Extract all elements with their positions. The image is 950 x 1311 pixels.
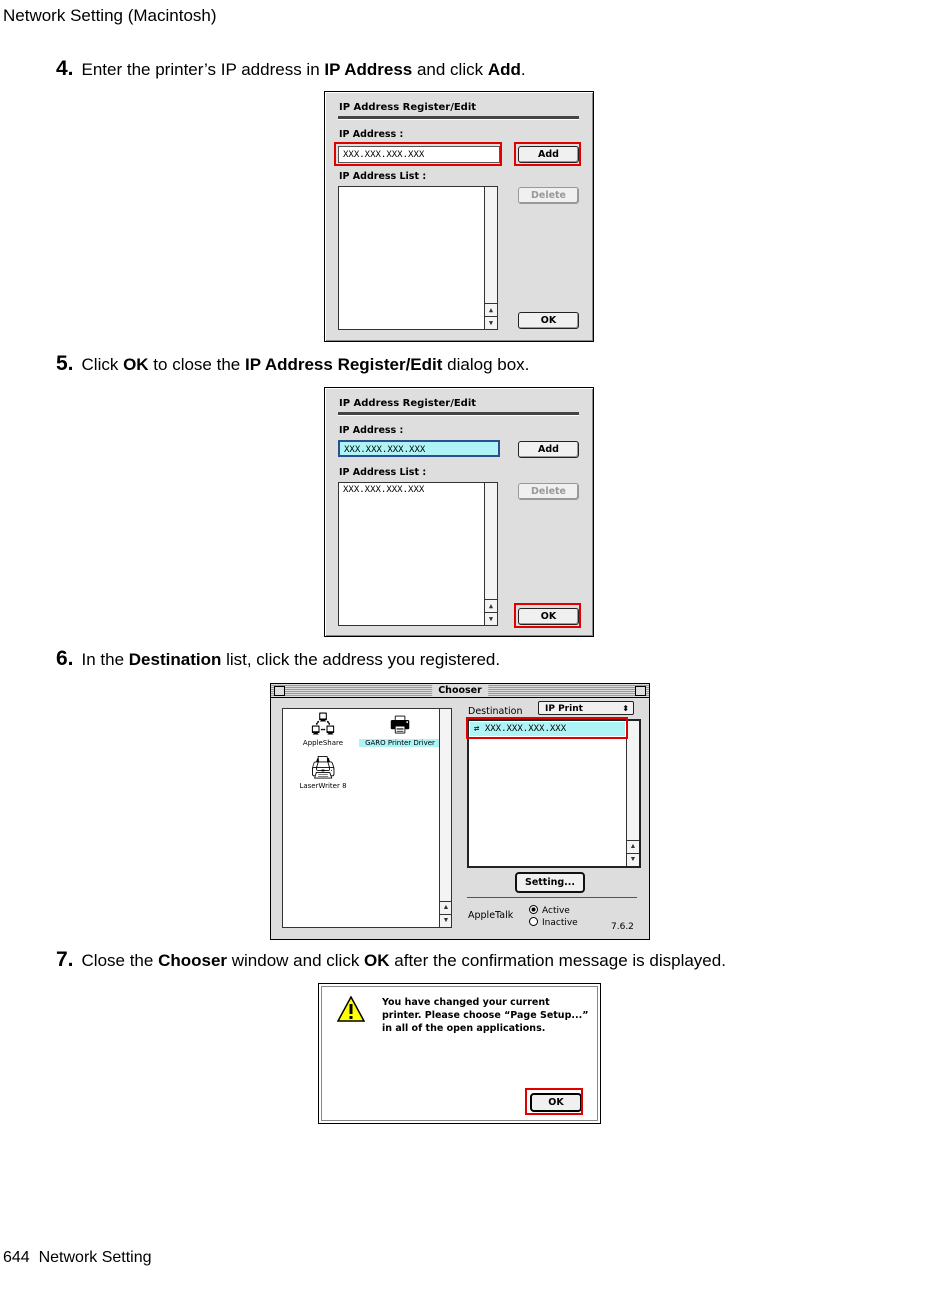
scroll-up-icon[interactable]: ▲ bbox=[627, 840, 639, 853]
appletalk-active-radio[interactable]: Active bbox=[529, 905, 570, 916]
laserwriter-label: LaserWriter 8 bbox=[299, 782, 347, 790]
printer-icon: 🖶 bbox=[389, 713, 411, 738]
add-button[interactable]: Add bbox=[518, 146, 579, 163]
highlight-ok-button bbox=[525, 1088, 583, 1115]
step-7: 7. Close the Chooser window and click OK after the confirmation message is displayed. bbox=[56, 948, 726, 971]
ip-address-list[interactable] bbox=[338, 186, 498, 330]
list-scrollbar[interactable] bbox=[484, 187, 497, 329]
ok-button[interactable]: OK bbox=[518, 312, 579, 329]
chooser-window bbox=[270, 683, 650, 940]
garo-driver-item[interactable] bbox=[359, 713, 441, 747]
setting-button[interactable]: Setting... bbox=[515, 872, 585, 893]
scroll-up-icon[interactable]: ▲ bbox=[485, 599, 497, 612]
scroll-down-icon[interactable]: ▼ bbox=[627, 853, 639, 866]
step-6: 6. In the Destination list, click the address you registered. bbox=[56, 647, 501, 670]
ip-list-label: IP Address List : bbox=[339, 171, 427, 182]
page-header: Network Setting (Macintosh) bbox=[3, 6, 217, 25]
title-bar[interactable] bbox=[271, 684, 649, 698]
highlight-ok-button bbox=[514, 603, 581, 628]
ip-dialog-step4 bbox=[324, 91, 594, 342]
pane-scrollbar[interactable] bbox=[439, 709, 451, 927]
ok-button[interactable]: OK bbox=[530, 1093, 582, 1112]
dialog-title: IP Address Register/Edit bbox=[339, 102, 477, 113]
destination-list[interactable] bbox=[467, 719, 641, 868]
appleshare-label: AppleShare bbox=[302, 739, 344, 747]
driver-pane[interactable] bbox=[282, 708, 452, 928]
laserwriter-icon: 🖨 bbox=[309, 756, 337, 781]
zoom-box-icon[interactable] bbox=[635, 686, 646, 696]
appletalk-inactive-radio[interactable]: Inactive bbox=[529, 917, 578, 928]
divider bbox=[467, 897, 637, 898]
scroll-up-icon[interactable]: ▲ bbox=[485, 303, 497, 316]
list-scrollbar[interactable] bbox=[484, 483, 497, 625]
ip-address-label: IP Address : bbox=[339, 129, 404, 140]
scroll-down-icon[interactable]: ▼ bbox=[485, 316, 497, 329]
step-4: 4. Enter the printer’s IP address in IP Address and click Add. bbox=[56, 57, 526, 80]
delete-button[interactable]: Delete bbox=[518, 187, 579, 204]
radio-off-icon bbox=[529, 917, 538, 926]
list-item[interactable]: XXX.XXX.XXX.XXX bbox=[343, 485, 425, 495]
ip-list-label: IP Address List : bbox=[339, 467, 427, 478]
appleshare-item[interactable] bbox=[293, 713, 353, 747]
ip-address-input[interactable]: XXX.XXX.XXX.XXX bbox=[338, 146, 500, 163]
footer-section: Network Setting bbox=[38, 1249, 152, 1266]
alert-message: You have changed your current printer. Please choose “Page Setup...” in all of the open applications. bbox=[382, 997, 589, 1034]
add-button[interactable]: Add bbox=[518, 441, 579, 458]
page-footer bbox=[3, 1249, 152, 1267]
scroll-down-icon[interactable]: ▼ bbox=[485, 612, 497, 625]
scroll-down-icon[interactable]: ▼ bbox=[440, 914, 452, 927]
divider bbox=[338, 412, 579, 416]
ip-address-label: IP Address : bbox=[339, 425, 404, 436]
page-number: 644 bbox=[3, 1249, 30, 1266]
highlight-destination-entry bbox=[466, 717, 628, 739]
ok-button[interactable]: OK bbox=[518, 608, 579, 625]
radio-on-icon bbox=[529, 905, 538, 914]
scroll-up-icon[interactable]: ▲ bbox=[440, 901, 452, 914]
destination-popup[interactable] bbox=[538, 701, 634, 715]
close-box-icon[interactable] bbox=[274, 686, 285, 696]
appletalk-label: AppleTalk bbox=[468, 910, 514, 921]
dialog-title: IP Address Register/Edit bbox=[339, 398, 477, 409]
garo-driver-label: GARO Printer Driver bbox=[359, 739, 441, 747]
destination-scrollbar[interactable] bbox=[626, 721, 639, 866]
network-printer-icon: ⇄ bbox=[474, 724, 485, 734]
ip-address-list[interactable] bbox=[338, 482, 498, 626]
ip-dialog-step5 bbox=[324, 387, 594, 637]
version-label: 7.6.2 bbox=[611, 922, 634, 932]
ip-address-input[interactable]: XXX.XXX.XXX.XXX bbox=[338, 440, 500, 457]
appleshare-icon: 🖧 bbox=[310, 713, 336, 738]
step-5: 5. Click OK to close the IP Address Register/Edit dialog box. bbox=[56, 352, 530, 375]
highlight-ip-field bbox=[334, 142, 502, 166]
destination-address: XXX.XXX.XXX.XXX bbox=[484, 724, 567, 734]
destination-label: Destination bbox=[468, 706, 523, 717]
highlight-add-button bbox=[514, 142, 581, 166]
divider bbox=[338, 116, 579, 120]
delete-button[interactable]: Delete bbox=[518, 483, 579, 500]
window-title: Chooser bbox=[432, 684, 488, 697]
confirmation-alert bbox=[318, 983, 601, 1124]
warning-icon bbox=[337, 996, 365, 1022]
popup-arrows-icon: ⬍ bbox=[622, 704, 629, 713]
destination-value: IP Print bbox=[545, 704, 583, 714]
laserwriter-item[interactable] bbox=[291, 756, 355, 790]
